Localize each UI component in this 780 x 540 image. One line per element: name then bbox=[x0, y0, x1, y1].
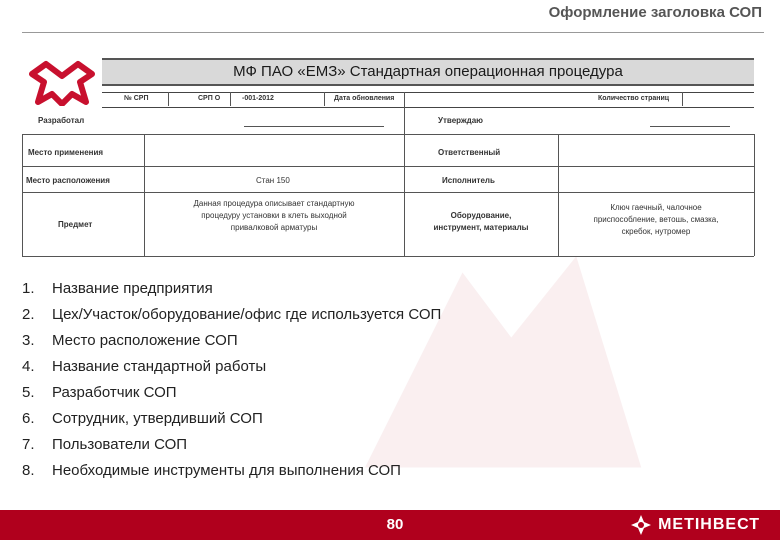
subject-line-1: Данная процедура описывает стандартную bbox=[193, 199, 355, 208]
document-title: МФ ПАО «ЕМЗ» Стандартная операционная процедура bbox=[102, 58, 754, 86]
list-item: 5. Разработчик СОП bbox=[22, 384, 177, 401]
approve-label: Утверждаю bbox=[438, 116, 483, 125]
subject-line-2: процедуру установки в клеть выходной bbox=[201, 211, 347, 220]
list-item: 3. Место расположение СОП bbox=[22, 332, 238, 349]
header-divider bbox=[22, 32, 764, 33]
page-number: 80 bbox=[386, 516, 404, 533]
emz-logo-icon bbox=[28, 60, 96, 106]
update-date-label: Дата обновления bbox=[334, 95, 395, 102]
page-header: Оформление заголовка СОП bbox=[548, 4, 762, 21]
sop-code-suffix: -001-2012 bbox=[242, 95, 274, 102]
equipment-value-3: скребок, нутромер bbox=[621, 227, 691, 236]
equipment-value-2: приспособление, ветошь, смазка, bbox=[593, 215, 719, 224]
list-item: 4. Название стандартной работы bbox=[22, 358, 267, 375]
developer-label: Разработал bbox=[38, 116, 85, 125]
executor-label: Исполнитель bbox=[442, 176, 495, 185]
equipment-value-1: Ключ гаечный, чалочное bbox=[610, 203, 702, 212]
equipment-label-1: Оборудование, bbox=[450, 211, 512, 220]
sop-code-prefix: СРП О bbox=[198, 95, 221, 102]
brand-logo bbox=[630, 514, 760, 536]
responsible-label: Ответственный bbox=[438, 148, 501, 157]
footer-bar bbox=[0, 510, 780, 540]
list-item: 8. Необходимые инструменты для выполнения СОП bbox=[22, 462, 401, 479]
list-item: 7. Пользователи СОП bbox=[22, 436, 188, 453]
location-value: Стан 150 bbox=[256, 176, 290, 185]
location-label: Место расположения bbox=[26, 176, 110, 185]
sop-number-label: № СРП bbox=[124, 95, 149, 102]
list-item: 6. Сотрудник, утвердивший СОП bbox=[22, 410, 263, 427]
page-count-label: Количество страниц bbox=[598, 95, 670, 102]
list-item: 1. Название предприятия bbox=[22, 280, 213, 297]
subject-line-3: привалковой арматуры bbox=[230, 223, 318, 232]
metinvest-logo-icon bbox=[630, 514, 652, 536]
sop-header-form bbox=[22, 52, 754, 256]
sop-elements-list bbox=[22, 276, 441, 484]
place-label: Место применения bbox=[28, 148, 104, 157]
subject-value bbox=[148, 198, 400, 234]
equipment-label-2: инструмент, материалы bbox=[433, 223, 529, 232]
subject-label: Предмет bbox=[58, 220, 93, 229]
brand-name: МЕТІНВЕСТ bbox=[658, 516, 760, 533]
equipment-label bbox=[406, 210, 556, 234]
form-grid bbox=[22, 106, 754, 256]
list-item: 2. Цех/Участок/оборудование/офис где используется СОП bbox=[22, 306, 442, 323]
equipment-value bbox=[560, 202, 752, 238]
